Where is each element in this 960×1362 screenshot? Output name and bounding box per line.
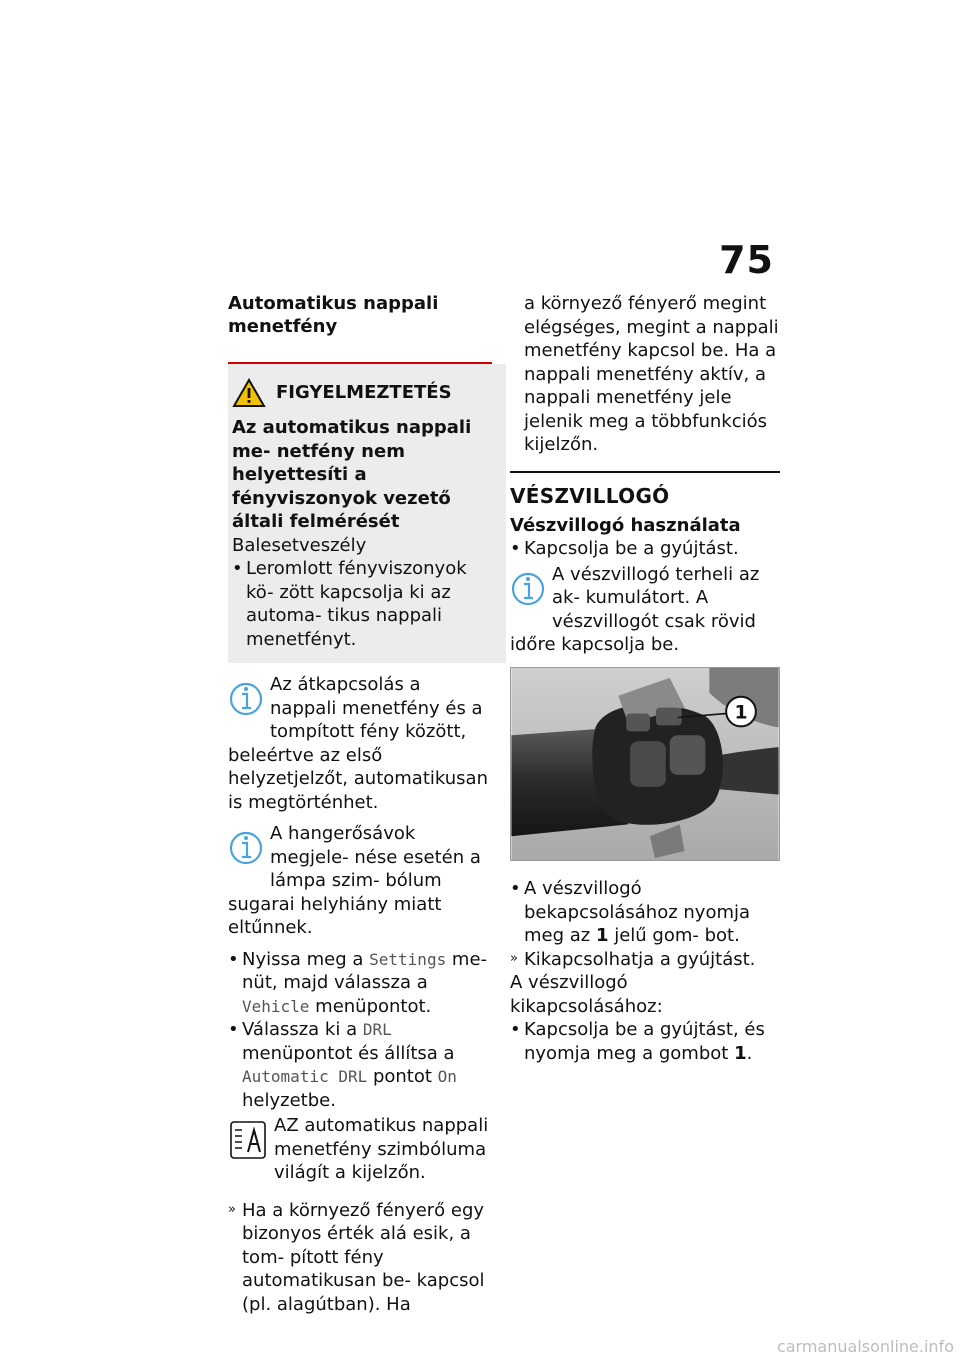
- info-icon: [228, 677, 264, 721]
- info-note-2: [228, 822, 492, 940]
- info-battery: [510, 563, 780, 657]
- menu-automatic-drl: Automatic DRL: [242, 1067, 368, 1086]
- handlebar-switch-image: [510, 667, 780, 861]
- info-text-2: A hangerősávok megjele- nése esetén a lámpa szim- bólum sugarai helyhiány miatt eltűnnek.: [228, 823, 481, 938]
- page-number: 75: [719, 238, 774, 282]
- callout-1-label: 1: [734, 701, 748, 723]
- info-icon: [228, 826, 264, 870]
- bullet2-text-b: jelű gom- bot.: [608, 925, 740, 946]
- step1-text-b: me- nüt, majd válassza a: [242, 948, 488, 993]
- bullet3-number: 1: [734, 1042, 747, 1064]
- bullet-switch-off: [510, 1018, 780, 1065]
- bullet2-number: 1: [595, 925, 609, 946]
- menu-settings: Settings: [369, 949, 447, 969]
- bullet-ignition-on: • Kapcsolja be a gyújtást.: [510, 537, 780, 561]
- menu-on: On: [437, 1067, 457, 1086]
- menu-drl: DRL: [362, 1020, 392, 1039]
- step2-text-d: helyzetbe.: [242, 1089, 336, 1111]
- warning-title: FIGYELMEZTETÉS: [276, 382, 452, 404]
- continued-text: a környező fényerő megint elégséges, megint a nappali menetfény kapcsol be. Ha a nappali menetfény aktív, a nappali menetfény jele jelenik meg a többfunkciós kijelzőn.: [524, 293, 779, 455]
- section-title-hazard: VÉSZVILLOGÓ: [510, 483, 670, 508]
- warning-normal-text: Balesetveszély: [232, 534, 367, 556]
- step2-text-a: Válassza ki a: [242, 1019, 363, 1040]
- symbol-note-text: AZ automatikus nappali menetfény szimbóluma világít a kijelzőn.: [274, 1115, 489, 1183]
- warning-bullet: • Leromlott fényviszonyok kö- zött kapcsolja ki az automa- tikus nappali menetfényt.: [232, 557, 492, 651]
- left-column: [228, 292, 492, 1316]
- step1-text-c: menüpontot.: [309, 995, 432, 1017]
- bullet3-text-a: Kapcsolja be a gyújtást, és nyomja meg a gombot: [524, 1019, 765, 1064]
- info-battery-text: A vészvillogó terheli az ak- kumulátort. A vészvillogót csak rövid időre kapcsolja be.: [510, 563, 760, 655]
- menu-vehicle: Vehicle: [242, 996, 310, 1016]
- symbol-note: [228, 1114, 492, 1185]
- subheading-hazard-use: Vészvillogó használata: [510, 515, 741, 536]
- step-select-drl: [228, 1018, 492, 1112]
- step1-text-a: Nyissa meg a: [242, 948, 370, 970]
- info-text-1: Az átkapcsolás a nappali menetfény és a tompított fény között, beleértve az első helyzetjelzőt, automatikusan is megtörténhet.: [228, 674, 488, 813]
- warning-triangle-icon: [232, 378, 266, 408]
- section-heading-drl: Automatikus nappali menetfény: [228, 293, 439, 337]
- step2-text-b: menüpontot és állítsa a: [242, 1042, 455, 1064]
- bullet-press-button: [510, 877, 780, 948]
- warning-header: [232, 378, 492, 408]
- step-open-settings: [228, 948, 492, 1019]
- step2-text-c: pontot: [367, 1066, 438, 1087]
- right-column: [510, 292, 780, 1065]
- warning-box: [228, 364, 506, 663]
- auto-drl-symbol-icon: [228, 1118, 268, 1162]
- info-icon: [510, 567, 546, 611]
- off-label: A vészvillogó kikapcsolásához:: [510, 972, 663, 1017]
- footer-watermark[interactable]: carmanualsonline.info: [776, 1337, 954, 1356]
- info-note-1: [228, 673, 492, 814]
- bullet3-text-b: .: [746, 1042, 753, 1064]
- section-rule: [510, 471, 780, 473]
- result-low-light: » Ha a környező fényerő egy bizonyos érték alá esik, a tom- pított fény automatikusan be- kapcsol (pl. alagútban). Ha: [228, 1199, 492, 1317]
- result-ignition-off: » Kikapcsolhatja a gyújtást.: [510, 948, 780, 972]
- bullet2-text-a: A vészvillogó bekapcsolásához nyomja meg az: [524, 878, 751, 946]
- warning-bold-text: Az automatikus nappali me- netfény nem helyettesíti a fényviszonyok vezető általi felmérését: [232, 417, 472, 532]
